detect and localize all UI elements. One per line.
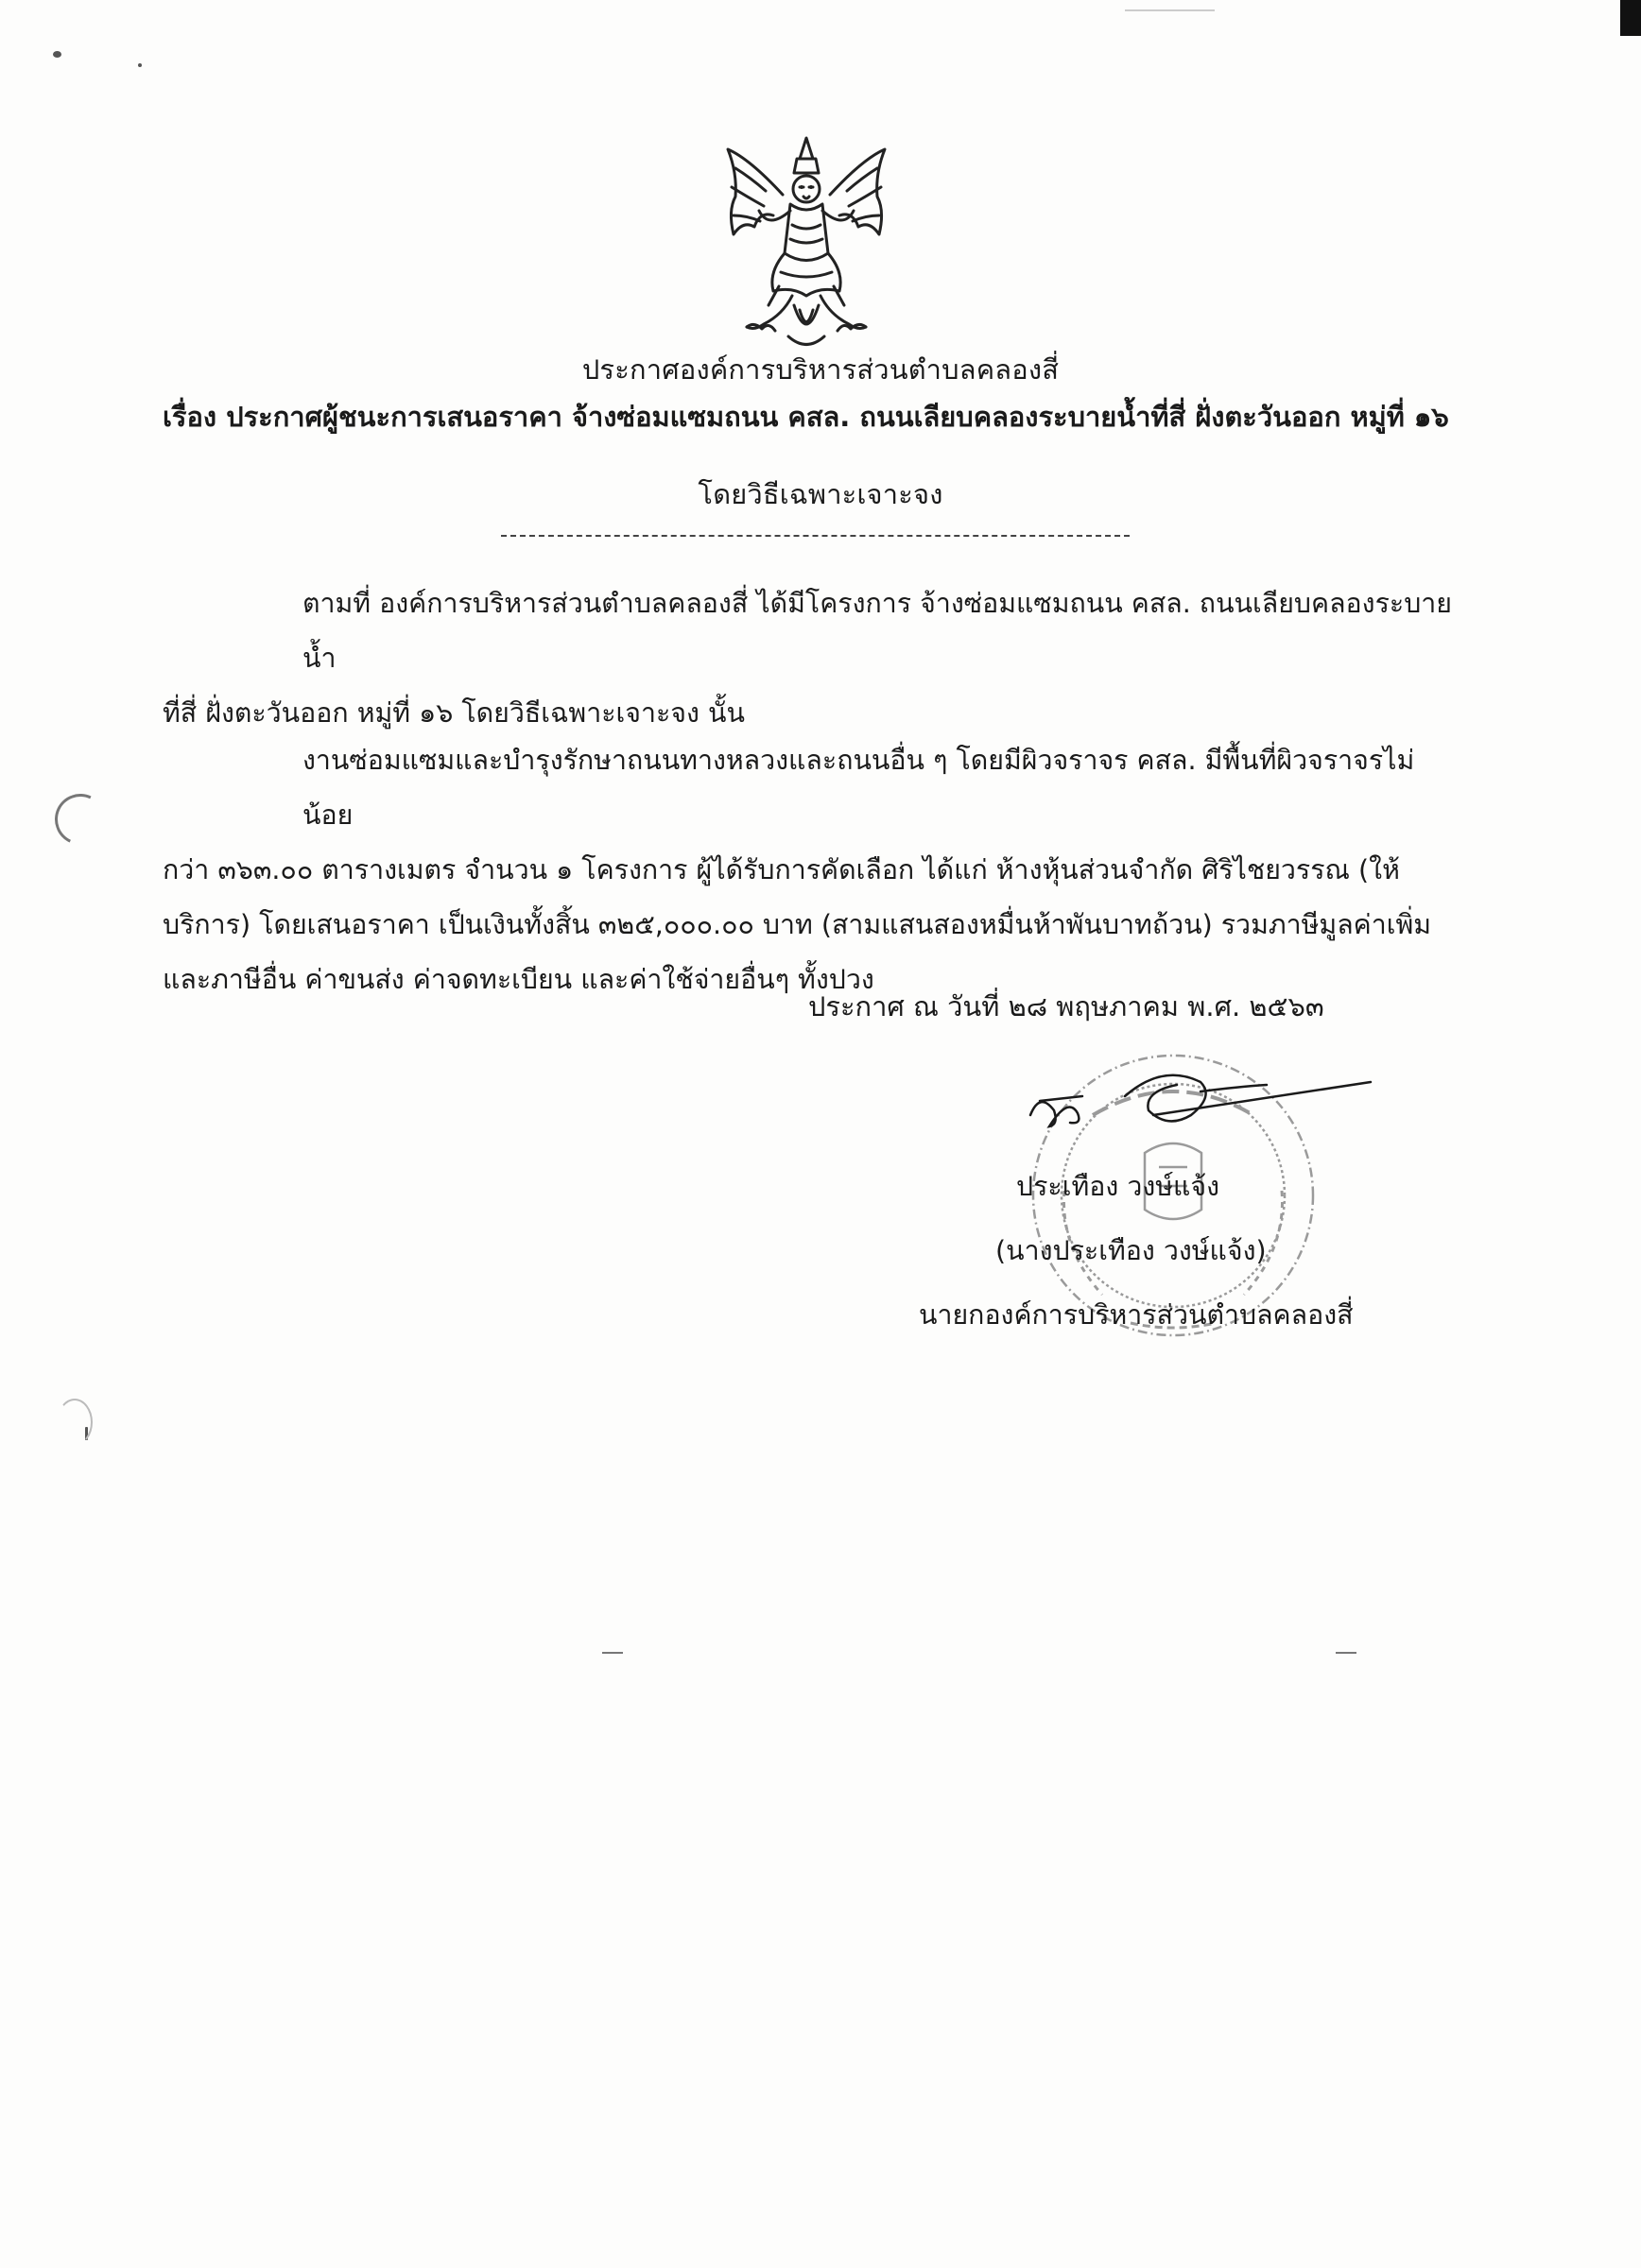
paragraph-line: ที่สี่ ฝั่งตะวันออก หมู่ที่ ๑๖ โดยวิธีเฉพาะเจาะจง นั้น — [163, 697, 745, 729]
paragraph-line: กว่า ๓๖๓.๐๐ ตารางเมตร จำนวน ๑ โครงการ ผู้ได้รับการคัดเลือก ได้แก่ ห้างหุ้นส่วนจำกัด ศิริไชยวรรณ (ให้ — [163, 854, 1400, 885]
paragraph-line: งานซ่อมแซมและบำรุงรักษาถนนทางหลวงและถนนอื่น ๆ โดยมีผิวจราจร คสล. มีพื้นที่ผิวจราจรไม่น้อย — [302, 745, 1415, 831]
paragraph-line: บริการ) โดยเสนอราคา เป็นเงินทั้งสิ้น ๓๒๕,๐๐๐.๐๐ บาท (สามแสนสองหมื่นห้าพันบาทถ้วน) รวมภาษีมูลค่าเพิ่ม — [163, 909, 1432, 940]
procurement-method: โดยวิธีเฉพาะเจาะจง — [698, 478, 943, 510]
scan-mark — [602, 1652, 623, 1654]
punch-hole-mark — [47, 786, 112, 851]
document-title: ประกาศองค์การบริหารส่วนตำบลคลองสี่ — [581, 353, 1060, 386]
paragraph-1 — [163, 576, 1462, 741]
signer-name: ประเทือง วงษ์แจ้ง — [1016, 1171, 1220, 1202]
divider-line — [501, 535, 1130, 537]
handwritten-signature — [1011, 1058, 1390, 1181]
garuda-emblem-icon — [717, 121, 896, 357]
scan-mark — [1125, 9, 1215, 11]
announcement-date: ประกาศ ณ วันที่ ๒๘ พฤษภาคม พ.ศ. ๒๕๖๓ — [808, 990, 1324, 1022]
subject-line — [163, 395, 1486, 438]
signer-title: นายกองค์การบริหารส่วนตำบลคลองสี่ — [919, 1299, 1354, 1331]
subject-text: ประกาศผู้ชนะการเสนอราคา จ้างซ่อมแซมถนน คสล. ถนนเลียบคลองระบายน้ำที่สี่ ฝั่งตะวันออก หมู่ที่ ๑๖ — [226, 401, 1449, 433]
paragraph-line: และภาษีอื่น ค่าขนส่ง ค่าจดทะเบียน และค่าใช้จ่ายอื่นๆ ทั้งปวง — [163, 964, 874, 995]
punch-hole-mark — [57, 1399, 93, 1446]
scan-speck — [138, 63, 142, 67]
signer-full-name: (นางประเทือง วงษ์แจ้ง) — [995, 1235, 1267, 1266]
paragraph-line: ตามที่ องค์การบริหารส่วนตำบลคลองสี่ ได้มีโครงการ จ้างซ่อมแซมถนน คสล. ถนนเลียบคลองระบายน้ำ — [302, 588, 1452, 674]
subject-label: เรื่อง — [163, 401, 217, 433]
scan-speck — [53, 51, 61, 58]
paragraph-2 — [163, 733, 1462, 1007]
scan-mark — [1336, 1652, 1356, 1654]
scan-edge-artifact — [1620, 0, 1641, 36]
